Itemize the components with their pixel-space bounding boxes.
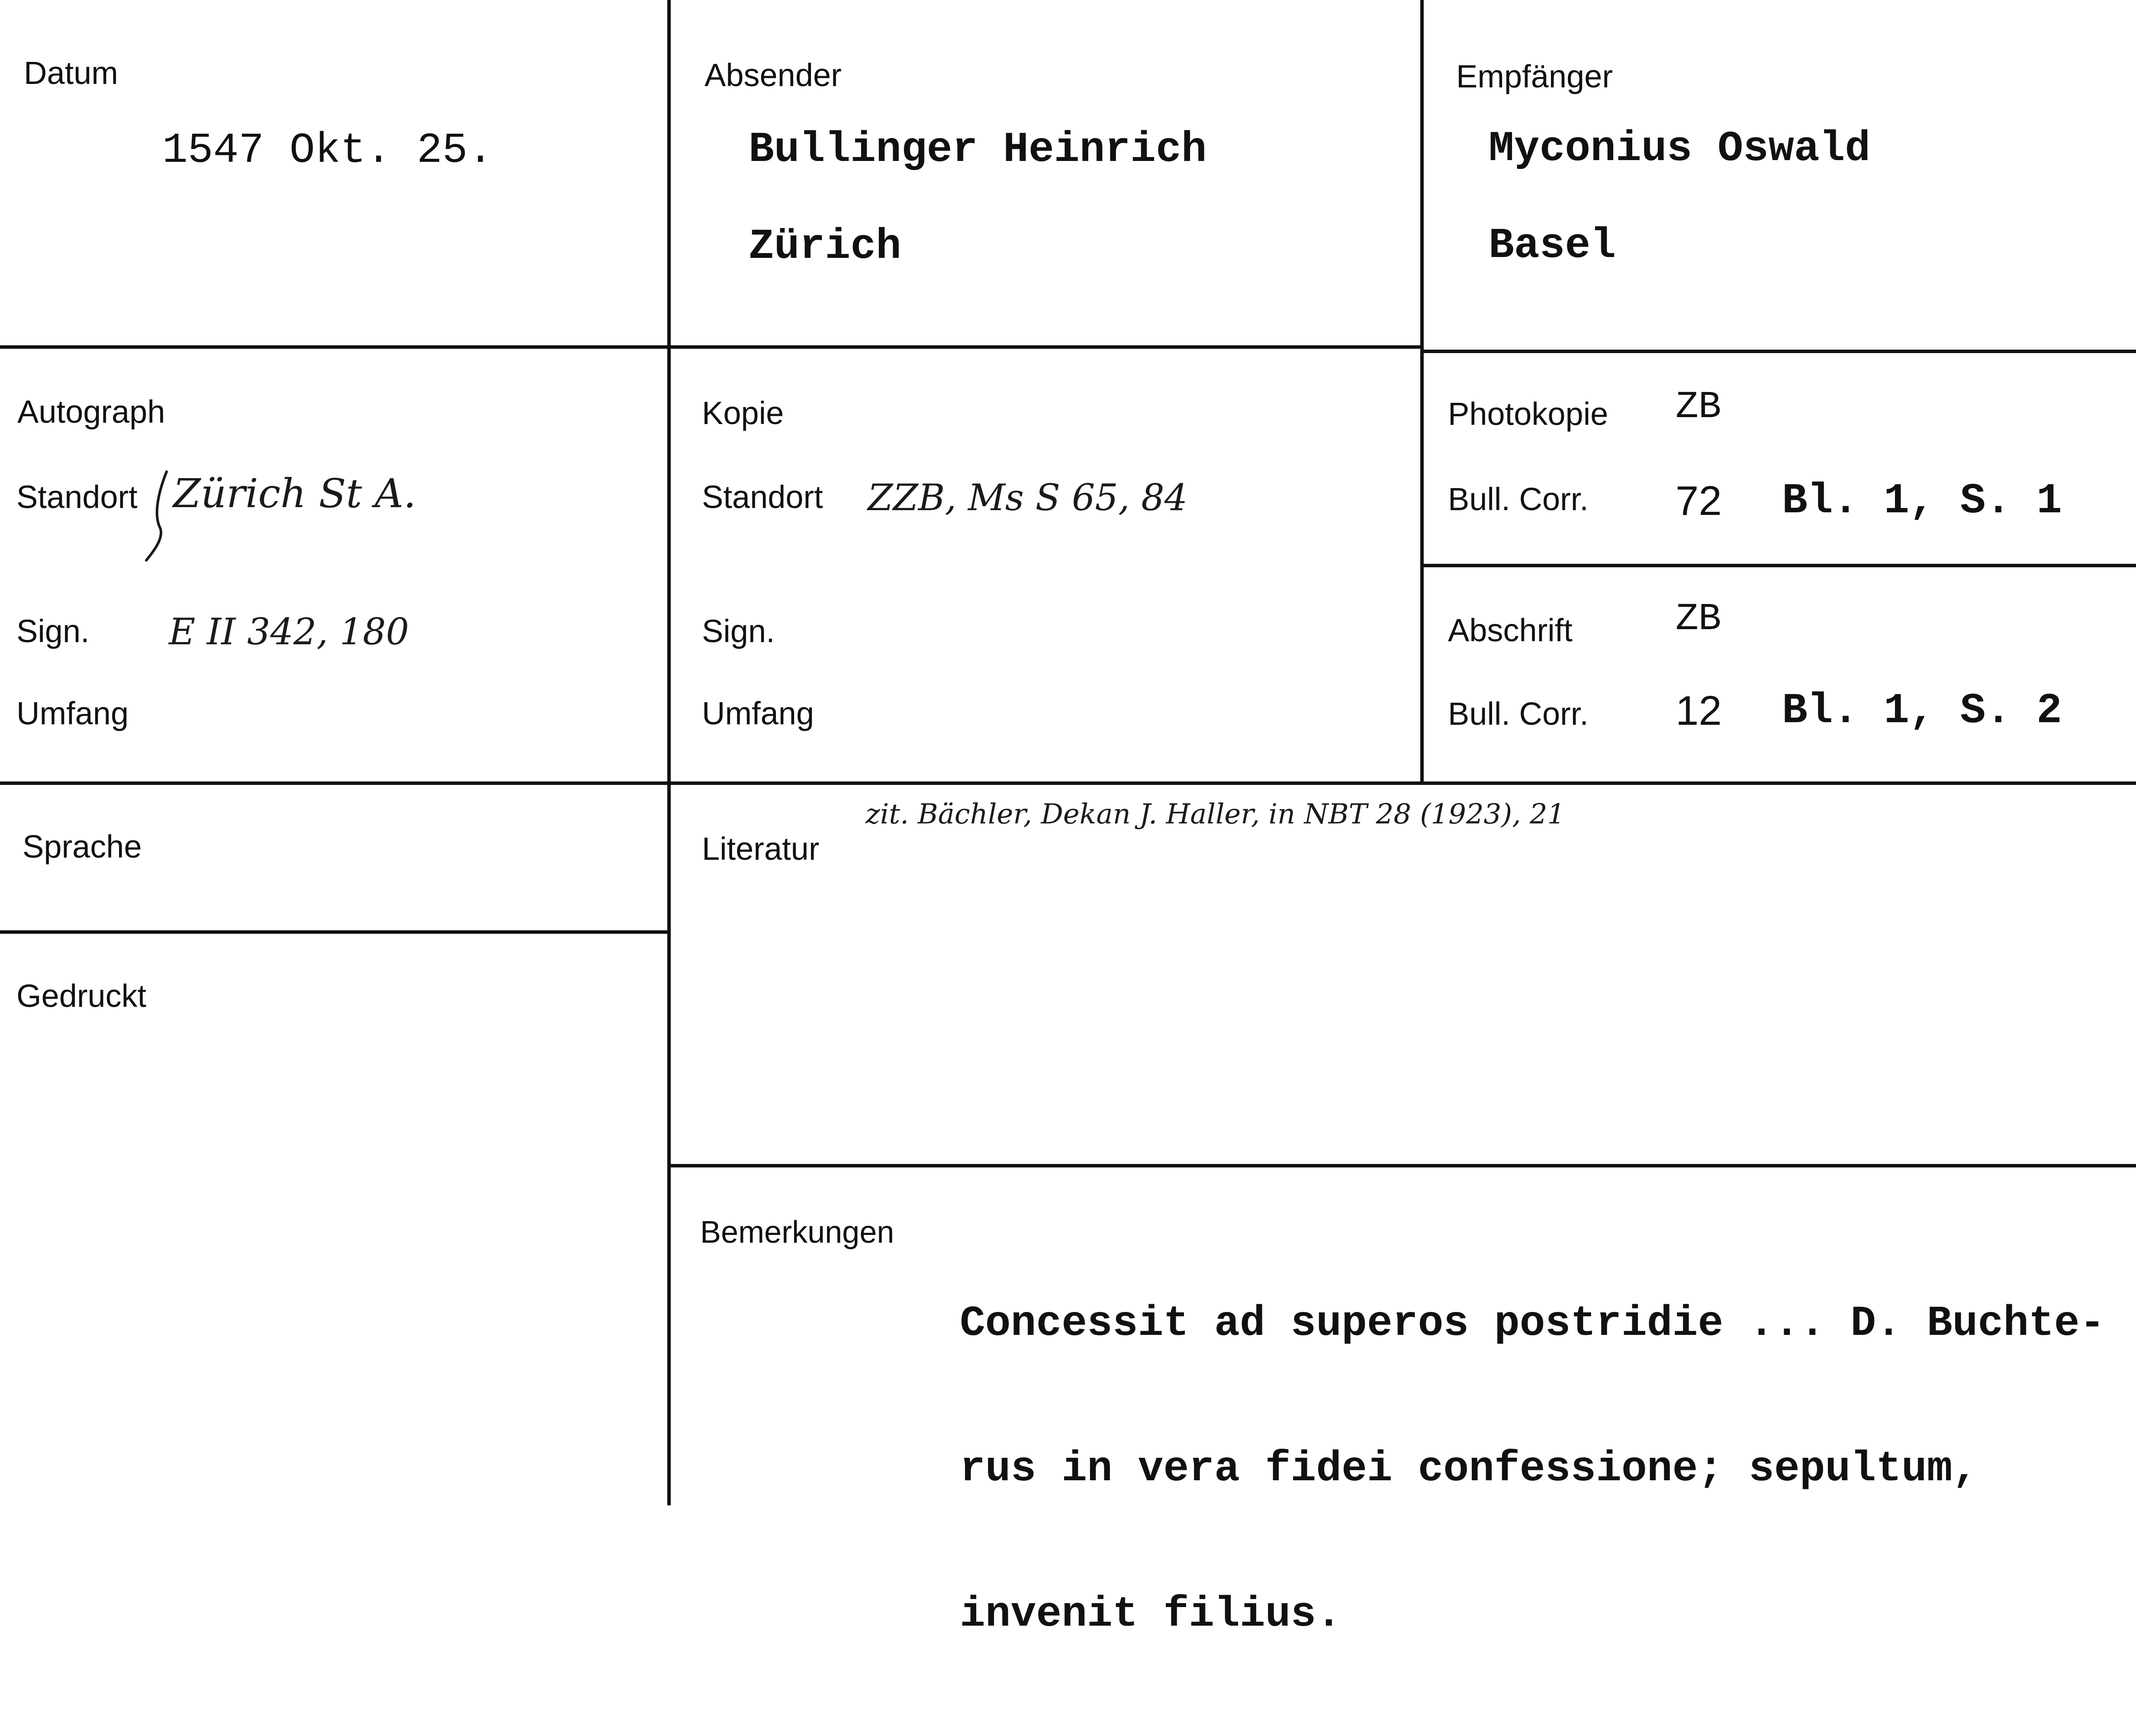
autograph-sign-value: E II 342, 180 bbox=[169, 611, 409, 653]
abschrift-label: Abschrift bbox=[1448, 612, 1573, 648]
empfaenger-label: Empfänger bbox=[1456, 58, 1613, 94]
absender-name: Bullinger Heinrich bbox=[749, 126, 1207, 174]
datum-value: 1547 Okt. 25. bbox=[162, 127, 493, 175]
autograph-standort-label: Standort bbox=[16, 479, 138, 515]
absender-place: Zürich bbox=[749, 223, 901, 271]
bemerkungen-line: rus in vera fidei confessione; sepultum, bbox=[960, 1445, 1978, 1493]
empfaenger-place: Basel bbox=[1489, 222, 1616, 270]
abschrift-number: 12 bbox=[1676, 688, 1722, 734]
sprache-label: Sprache bbox=[23, 829, 142, 865]
abschrift-code: ZB bbox=[1676, 598, 1721, 641]
photokopie-location: Bl. 1, S. 1 bbox=[1782, 477, 2062, 525]
kopie-standort-value: ZZB, Ms S 65, 84 bbox=[868, 476, 1188, 519]
handwriting-stroke-icon bbox=[143, 467, 169, 563]
photokopie-code: ZB bbox=[1676, 386, 1721, 429]
absender-label: Absender bbox=[704, 57, 842, 93]
kopie-label: Kopie bbox=[702, 395, 784, 431]
bemerkungen-text bbox=[960, 1203, 2105, 1736]
literatur-value: zit. Bächler, Dekan J. Haller, in NBT 28 (1923), 21 bbox=[865, 798, 1565, 830]
datum-label: Datum bbox=[24, 55, 118, 91]
gedruckt-label: Gedruckt bbox=[16, 978, 147, 1014]
divider-row-1 bbox=[0, 345, 1422, 349]
bemerkungen-line: invenit filius. bbox=[960, 1591, 1342, 1639]
abschrift-location: Bl. 1, S. 2 bbox=[1782, 687, 2062, 735]
empfaenger-name: Myconius Oswald bbox=[1489, 125, 1871, 173]
divider-col-2 bbox=[1420, 0, 1424, 782]
photokopie-bull-corr-label: Bull. Corr. bbox=[1448, 481, 1589, 517]
autograph-umfang-label: Umfang bbox=[16, 695, 129, 731]
bemerkungen-line: Concessit ad superos postridie ... D. Buchte- bbox=[960, 1300, 2105, 1348]
kopie-sign-label: Sign. bbox=[702, 613, 775, 649]
bemerkungen-label: Bemerkungen bbox=[700, 1215, 894, 1250]
literatur-label: Literatur bbox=[702, 831, 820, 867]
divider-row-2 bbox=[0, 781, 2136, 785]
autograph-label: Autograph bbox=[17, 394, 165, 430]
divider-photokopie-abschrift bbox=[1420, 564, 2136, 567]
autograph-sign-label: Sign. bbox=[16, 613, 90, 649]
divider-row-1-right bbox=[1420, 350, 2136, 353]
divider-col-1 bbox=[667, 0, 671, 1505]
photokopie-label: Photokopie bbox=[1448, 396, 1608, 432]
divider-sprache-gedruckt bbox=[0, 930, 669, 934]
photokopie-number: 72 bbox=[1676, 478, 1722, 524]
abschrift-bull-corr-label: Bull. Corr. bbox=[1448, 696, 1589, 732]
kopie-standort-label: Standort bbox=[702, 479, 823, 515]
autograph-standort-value: Zürich St A. bbox=[173, 470, 416, 517]
kopie-umfang-label: Umfang bbox=[702, 695, 814, 731]
divider-literatur-bemerkungen bbox=[667, 1164, 2136, 1167]
